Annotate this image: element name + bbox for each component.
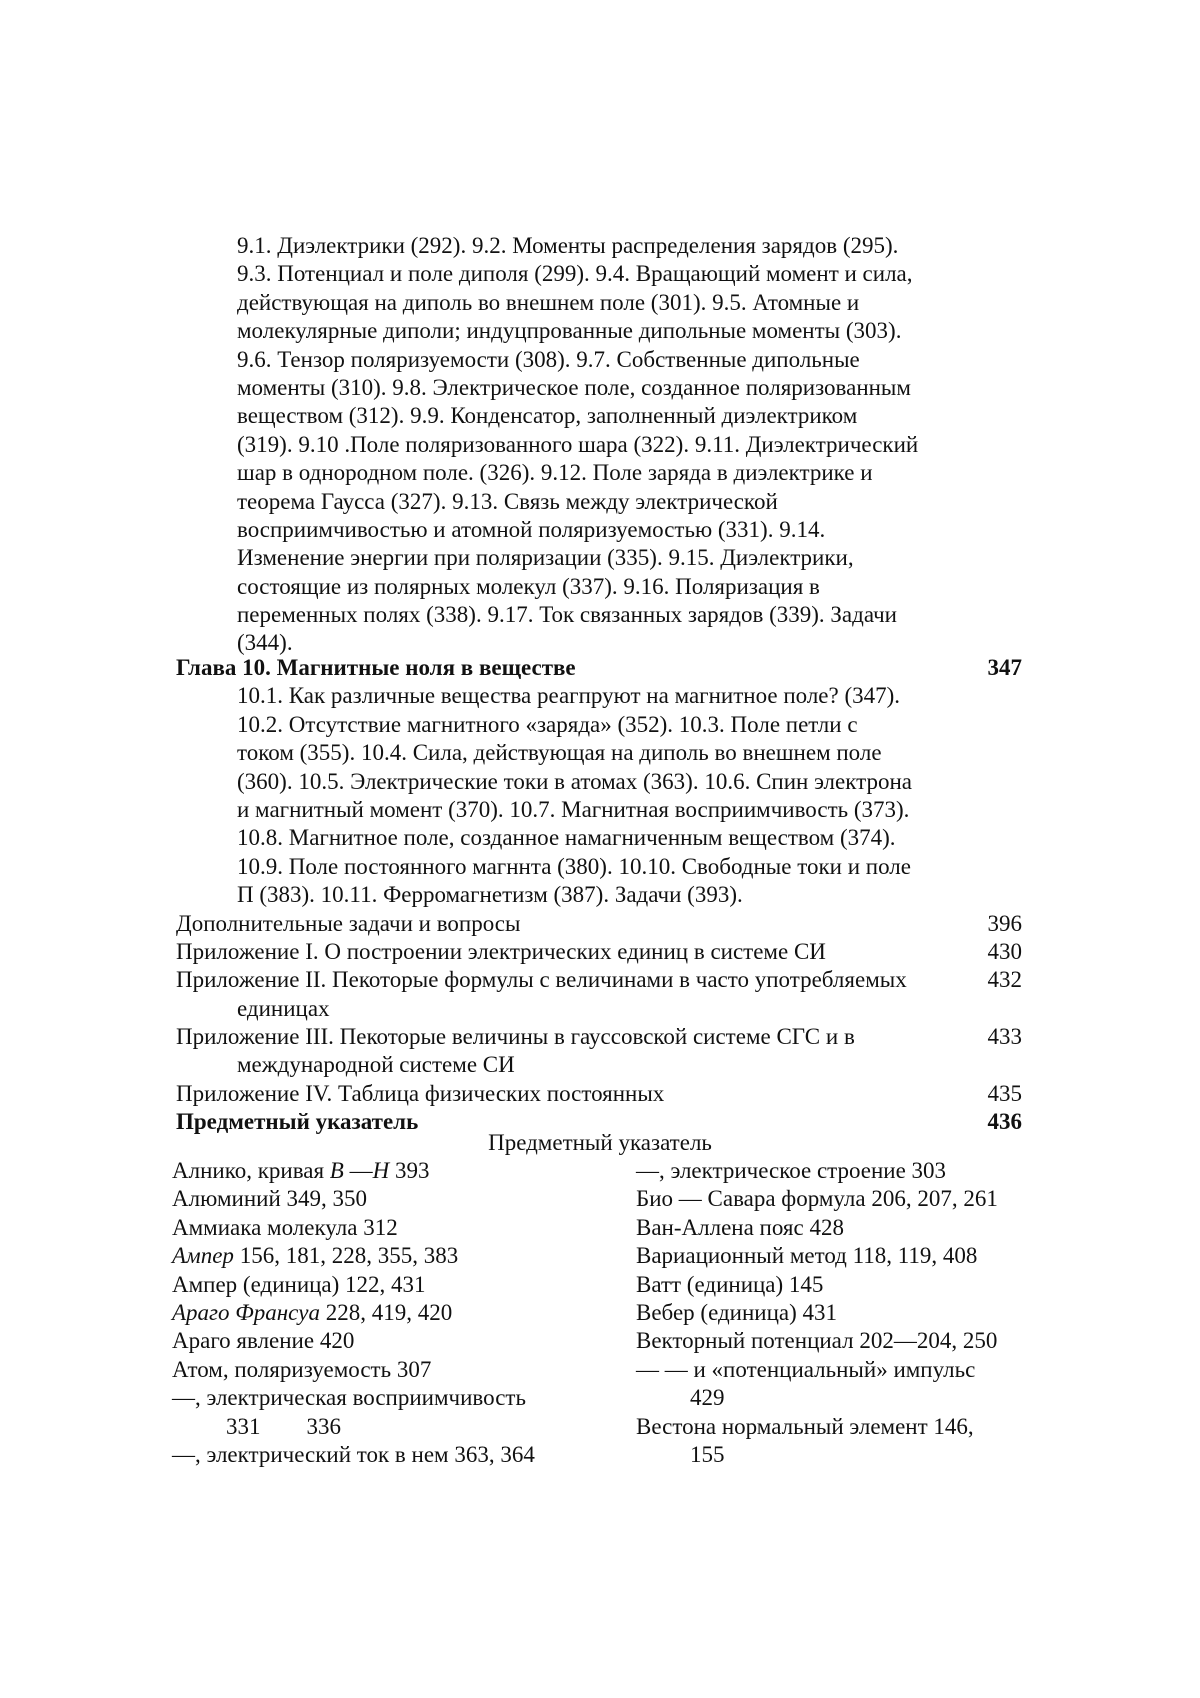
toc-entry-chapter-10 [176,654,1022,682]
chapter-10-line: и магнитный момент (370). 10.7. Магнитная восприимчивость (373). [237,796,910,822]
index-entry: Вариационный метод 118, 119, 408 [636,1243,978,1269]
toc-entry-appendix-4 [176,1080,1022,1108]
toc-entry-page: 433 [987,1024,1022,1050]
chapter-10-line: 10.1. Как различные вещества реагпруют на магнитное поле? (347). [237,683,901,709]
toc-entry-appendix-1 [176,938,1022,966]
chapter-9-line: молекулярные диполи; индуцпрованные дипольные моменты (303). [237,318,902,344]
chapter-10-sections [237,682,1022,909]
toc-entry-page: 435 [987,1080,1022,1106]
toc-entry-title: Дополнительные задачи и вопросы [176,910,521,936]
toc-entry-title-continuation: единицах [237,995,330,1021]
chapter-9-line: восприимчивостью и атомной поляризуемостью (331). 9.14. [237,516,826,542]
toc-entry-title: Приложение IV. Таблица физических постоянных [176,1080,665,1106]
chapter-10-line: П (383). 10.11. Ферромагнетизм (387). Задачи (393). [237,882,743,908]
chapter-9-line: веществом (312). 9.9. Конденсатор, заполненный диэлектриком [237,403,858,429]
chapter-9-line: (319). 9.10 .Поле поляризованного шара (322). 9.11. Диэлектрический [237,431,919,457]
index-entry: Араго явление 420 [172,1328,355,1354]
index-entry-pages: 336 [306,1413,341,1439]
toc-entry-page: 432 [987,967,1022,993]
index-entry-continuation [172,1413,612,1441]
index-entry: Био — Савара формула 206, 207, 261 [636,1186,998,1212]
chapter-9-sections [237,232,967,658]
index-entry-continuation: 155 [690,1441,725,1467]
index-column-right [636,1157,1056,1469]
index-entry-variable: B [329,1158,344,1183]
toc-entry-appendix-3 [176,1023,1022,1080]
chapter-10-page: 347 [987,655,1022,680]
index-entry-continuation: 429 [690,1385,725,1411]
subject-index-heading: Предметный указатель [488,1130,712,1155]
index-entry: —, электрическая восприимчивость [172,1385,526,1411]
index-entry-person: Араго Франсуа [172,1299,320,1325]
chapter-10-line: 10.9. Поле постоянного магннта (380). 10.10. Свободные токи и поле [237,853,911,879]
chapter-10-line: током (355). 10.4. Сила, действующая на диполь во внешнем поле [237,740,882,766]
index-entry-pages: 228, 419, 420 [319,1299,453,1325]
index-entry-text: Алнико, кривая [172,1158,330,1183]
chapter-10-line: 10.2. Отсутствие магнитного «заряда» (352). 10.3. Поле петли с [237,711,858,737]
index-entry [172,1157,612,1185]
toc-entry-title: Предметный указатель [176,1109,419,1135]
index-entry: Аммиака молекула 312 [172,1214,398,1240]
toc-entry-title-continuation: международной системе СИ [237,1052,515,1078]
toc-entry-extra-problems [176,910,1022,938]
chapter-9-line: (344). [237,630,293,656]
index-entry: Ван-Аллена пояс 428 [636,1214,844,1240]
toc-entry-page: 396 [987,910,1022,936]
toc-entry-title: Приложение I. О построении электрических единиц в системе СИ [176,938,826,964]
chapter-9-line: шар в однородном поле. (326). 9.12. Поле заряда в диэлектрике и [237,460,873,486]
index-entry-pages: 331 [226,1413,261,1439]
index-entry [172,1242,612,1270]
chapter-9-line: действующая на диполь во внешнем поле (301). 9.5. Атомные и [237,289,860,315]
index-entry: Ватт (единица) 145 [636,1271,824,1297]
index-entry: Вестона нормальный элемент 146, [636,1413,974,1439]
index-entry-variable: H [372,1158,390,1183]
toc-entry-page: 436 [987,1109,1022,1135]
chapter-10-line: 10.8. Магнитное поле, созданное намагниченным веществом (374). [237,825,896,851]
index-entry-pages: 393 [389,1158,430,1183]
toc-entry-appendix-2 [176,966,1022,1023]
index-entry: Атом, поляризуемость 307 [172,1356,432,1382]
index-entry-person: Ампер [172,1243,234,1269]
chapter-9-line: моменты (310). 9.8. Электрическое поле, созданное поляризованным [237,374,911,400]
chapter-9-line: Изменение энергии при поляризации (335). 9.15. Диэлектрики, [237,545,854,571]
chapter-9-line: 9.6. Тензор поляризуемости (308). 9.7. Собственные дипольные [237,346,860,372]
toc-entry-title: Приложение III. Пекоторые величины в гауссовской системе СГС и в [176,1024,855,1050]
chapter-9-line: состоящие из полярных молекул (337). 9.16. Поляризация в [237,573,820,599]
index-entry: Алюминий 349, 350 [172,1186,368,1212]
index-entry-pages: 156, 181, 228, 355, 383 [233,1243,459,1269]
chapter-10-line: (360). 10.5. Электрические токи в атомах (363). 10.6. Спин электрона [237,768,912,794]
index-entry [172,1299,612,1327]
chapter-9-line: 9.1. Диэлектрики (292). 9.2. Моменты распределения зарядов (295). [237,233,899,258]
chapter-9-line: теорема Гаусса (327). 9.13. Связь между электрической [237,488,778,514]
index-entry: —, электрический ток в нем 363, 364 [172,1441,535,1467]
index-entry: Вебер (единица) 431 [636,1299,838,1325]
index-entry: Векторный потенциал 202—204, 250 [636,1328,998,1354]
index-entry: —, электрическое строение 303 [636,1158,947,1183]
chapter-9-line: 9.3. Потенциал и поле диполя (299). 9.4. Вращающий момент и сила, [237,261,913,287]
index-entry: Ампер (единица) 122, 431 [172,1271,426,1297]
table-of-contents [176,654,1022,1137]
index-entry: — — и «потенциальный» импульс [636,1356,976,1382]
chapter-10-title: Глава 10. Магнитные ноля в веществе [176,655,576,680]
index-column-left [172,1157,612,1469]
toc-entry-page: 430 [987,938,1022,964]
chapter-9-line: переменных полях (338). 9.17. Ток связанных зарядов (339). Задачи [237,602,897,628]
index-entry-text: — [343,1158,373,1183]
toc-entry-title: Приложение II. Пекоторые формулы с величинами в часто употребляемых [176,967,907,993]
